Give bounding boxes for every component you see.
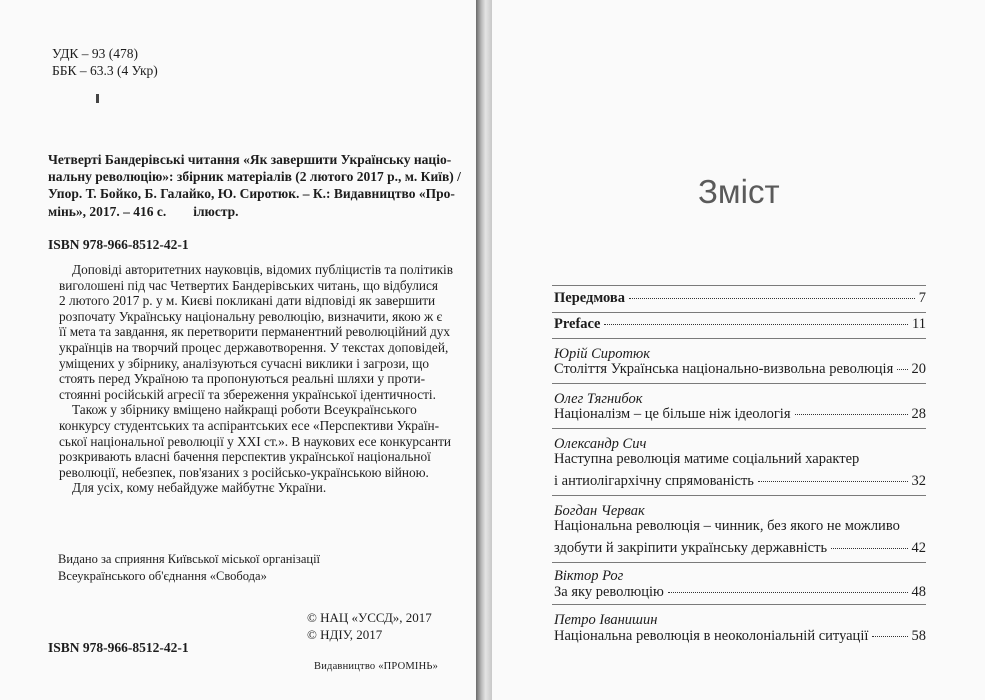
sponsor-line: Всеукраїнського об'єднання «Свобода» [58,568,267,583]
toc-title: Зміст [698,173,780,210]
abstract-line: ської національної революції у XXI ст.». В наукових есе конкурсанти [59,433,452,449]
sponsor-note [58,551,320,584]
abstract-line: розпочату Українську національну революцію, визначити, якою ж є [59,308,443,324]
toc-page-number: 28 [911,406,926,422]
toc-leader-dots [795,414,908,415]
toc-article-entry [554,628,926,645]
toc-entry-title: Preface [554,316,601,332]
abstract-line: її мета та завдання, як перетворити перманентний революційний дух [59,324,451,340]
toc-leader-dots [629,298,915,299]
toc-article-entry [554,584,926,601]
toc-leader-dots [758,481,908,482]
toc-leader-dots [831,548,907,549]
abstract-line: стоять перед Україною та пропонуються реальні шляхи у проти- [59,371,426,387]
toc-author-name: Петро Іванишин [554,612,658,628]
bbk-code: ББК – 63.3 (4 Укр) [52,63,158,78]
toc-page-number: 20 [911,361,926,377]
toc-leader-dots [872,636,907,637]
abstract-line: Для усіх, кому небайдуже майбутнє України. [72,480,327,496]
toc-divider [552,495,926,496]
copyright-line: © НДІУ, 2017 [307,626,383,642]
toc-author-name: Олег Тягнибок [554,391,643,407]
toc-page-number: 58 [911,628,926,644]
toc-entry-preface [554,316,926,333]
abstract-line: стоянні російській агресії та збереження української ідентичності. [59,386,436,402]
toc-article-entry [554,406,926,423]
toc-leader-dots [668,592,908,593]
bibliographic-description [48,151,461,220]
abstract-line: уміщених у збірнику, аналізуються сучасні виклики і загрози, що [59,355,430,371]
toc-leader-dots [604,324,908,325]
toc-leader-dots [897,369,907,370]
toc-article-entry [554,473,926,490]
sponsor-line: Видано за сприяння Київської міської організації [58,552,321,566]
abstract-line: Доповіді авторитетних науковців, відомих публіцистів та політиків [72,262,454,277]
toc-divider [552,562,926,563]
biblio-line: Упор. Т. Бойко, Б. Галайко, Ю. Сиротюк. – К.: Видавництво «Про- [48,186,455,202]
toc-entry-title: Націоналізм – це більше ніж ідеологія [554,406,791,422]
abstract-line: українців на творчий процес державотворення. У текстах доповідей, [59,339,449,355]
biblio-line: Четверті Бандерівські читання «Як завершити Українську націо- [48,152,452,167]
toc-page-number: 32 [911,473,926,489]
toc-article-entry [554,540,926,557]
classification-codes [52,45,158,79]
abstract [59,262,453,496]
toc-author-name: Віктор Рог [554,568,624,584]
copyright-line: © НАЦ «УССД», 2017 [307,610,432,625]
isbn-bottom: ISBN 978-966-8512-42-1 [48,640,189,655]
toc-author-name: Олександр Сич [554,436,647,452]
publisher-name: Видавництво «ПРОМІНЬ» [314,661,439,672]
toc-entry-title: Національна революція в неоколоніальній ситуації [554,628,869,644]
toc-entry-title: здобути й закріпити українську державність [554,540,828,556]
toc-entry-title: Століття Українська національно-визвольна революція [554,361,894,377]
ornament-mark [96,94,99,103]
abstract-line: конкурсу студентських та аспірантських есе «Перспективи Україн- [59,417,440,433]
toc-divider [552,285,926,286]
abstract-line: виголошені під час Четвертих Бандерівських читань, що відбулися [59,277,439,293]
toc-divider [552,383,926,384]
toc-divider [552,338,926,339]
toc-divider [552,312,926,313]
udk-code: УДК – 93 (478) [52,46,139,61]
toc-page-number: 42 [911,540,926,556]
abstract-line: розкривають власні бачення перспектив української національної [59,449,431,465]
isbn-top: ISBN 978-966-8512-42-1 [48,237,189,252]
toc-article-title-line: Наступна революція матиме соціальний характер [554,451,860,467]
toc-entry-foreword [554,290,926,307]
toc-author-name: Юрій Сиротюк [554,346,651,362]
abstract-line: Також у збірнику вміщено найкращі роботи Всеукраїнського [72,402,417,418]
copyright-block [307,610,432,643]
book-gutter [476,0,492,700]
toc-author-name: Богдан Червак [554,503,645,519]
toc-entry-title: і антиолігархічну спрямованість [554,473,754,489]
toc-article-entry [554,361,926,378]
toc-page-number: 48 [911,584,926,600]
abstract-line: революції, небезпек, пов'язаних з російсько-українською війною. [59,464,429,480]
toc-article-title-line: Національна революція – чинник, без якого не можливо [554,518,900,534]
toc-page-number: 11 [912,316,926,332]
abstract-line: 2 лютого 2017 р. у м. Києві покликані дати відповіді як завершити [59,293,436,309]
toc-entry-title: Передмова [554,290,626,306]
toc-page-number: 7 [918,290,926,306]
biblio-line: мінь», 2017. – 416 с. ілюстр. [48,203,239,219]
toc-divider [552,428,926,429]
biblio-line: нальну революцію»: збірник матеріалів (2 лютого 2017 р., м. Київ) / [48,169,461,185]
toc-divider [552,604,926,605]
toc-entry-title: За яку революцію [554,584,664,600]
